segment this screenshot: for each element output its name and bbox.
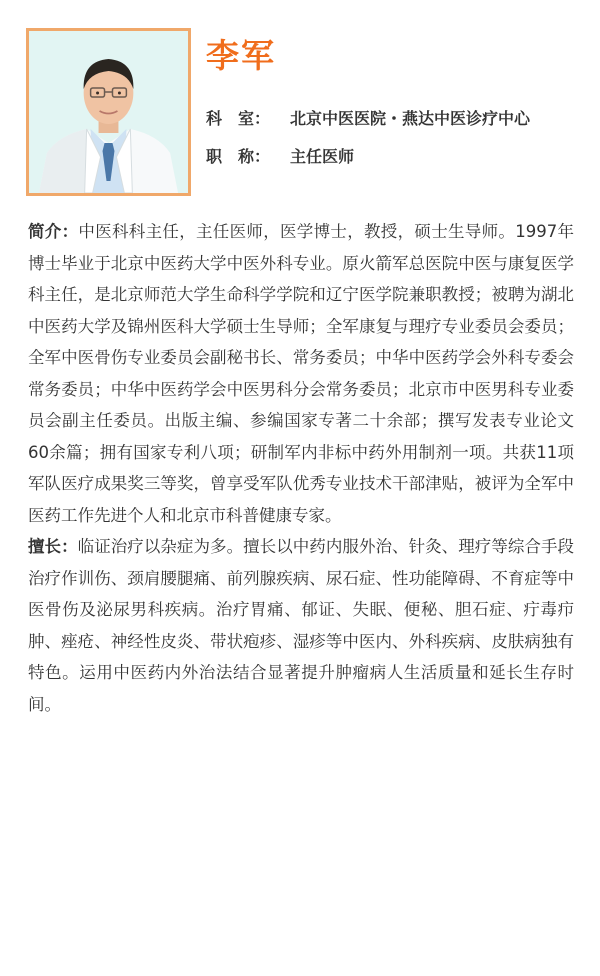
intro-paragraph [28, 216, 574, 531]
doctor-portrait-image [29, 31, 188, 193]
intro-label: 简介： [28, 222, 79, 241]
department-value: 北京中医医院・燕达中医诊疗中心 [290, 109, 531, 128]
department-label: 科 室： [206, 109, 271, 128]
specialty-text: 临证治疗以杂症为多。擅长以中药内服外治、针灸、理疗等综合手段治疗作训伤、颈肩腰腿痛、前列腺疾病、尿石症、性功能障碍、不育症等中医骨伤及泌尿男科疾病。治疗胃痛、郁证、失眠、便秘、胆石症、疔毒疖肿、痤疮、神经性皮炎、带状疱疹、湿疹等中医内、外科疾病、皮肤病独有特色。运用中医药内外治法结合显著提升肿瘤病人生活质量和延长生存时间。 [28, 537, 574, 714]
title-label: 职 称： [206, 147, 271, 166]
specialty-label: 擅长： [28, 537, 78, 556]
department-row [206, 106, 530, 129]
title-value: 主任医师 [290, 147, 355, 166]
doctor-name: 李军 [206, 36, 276, 75]
title-row [206, 144, 354, 167]
doctor-photo [26, 28, 191, 196]
intro-text: 中医科科主任，主任医师，医学博士，教授，硕士生导师。1997年博士毕业于北京中医药大学中医外科专业。原火箭军总医院中医与康复医学科主任，是北京师范大学生命科学学院和辽宁医学院兼职教授；被聘为湖北中医药大学及锦州医科大学硕士生导师；全军康复与理疗专业委员会委员；全军中医骨伤专业委员会副秘书长、常务委员；中华中医药学会外科专委会常务委员；中华中医药学会中医男科分会常务委员；北京市中医男科专业委员会副主任委员。出版主编、参编国家专著二十余部；撰写发表专业论文60余篇；拥有国家专利八项；研制军内非标中药外用制剂一项。共获11项军队医疗成果奖三等奖，曾享受军队优秀专业技术干部津贴，被评为全军中医药工作先进个人和北京市科普健康专家。 [28, 222, 574, 525]
doctor-bio [28, 216, 574, 720]
specialty-paragraph [28, 531, 574, 720]
